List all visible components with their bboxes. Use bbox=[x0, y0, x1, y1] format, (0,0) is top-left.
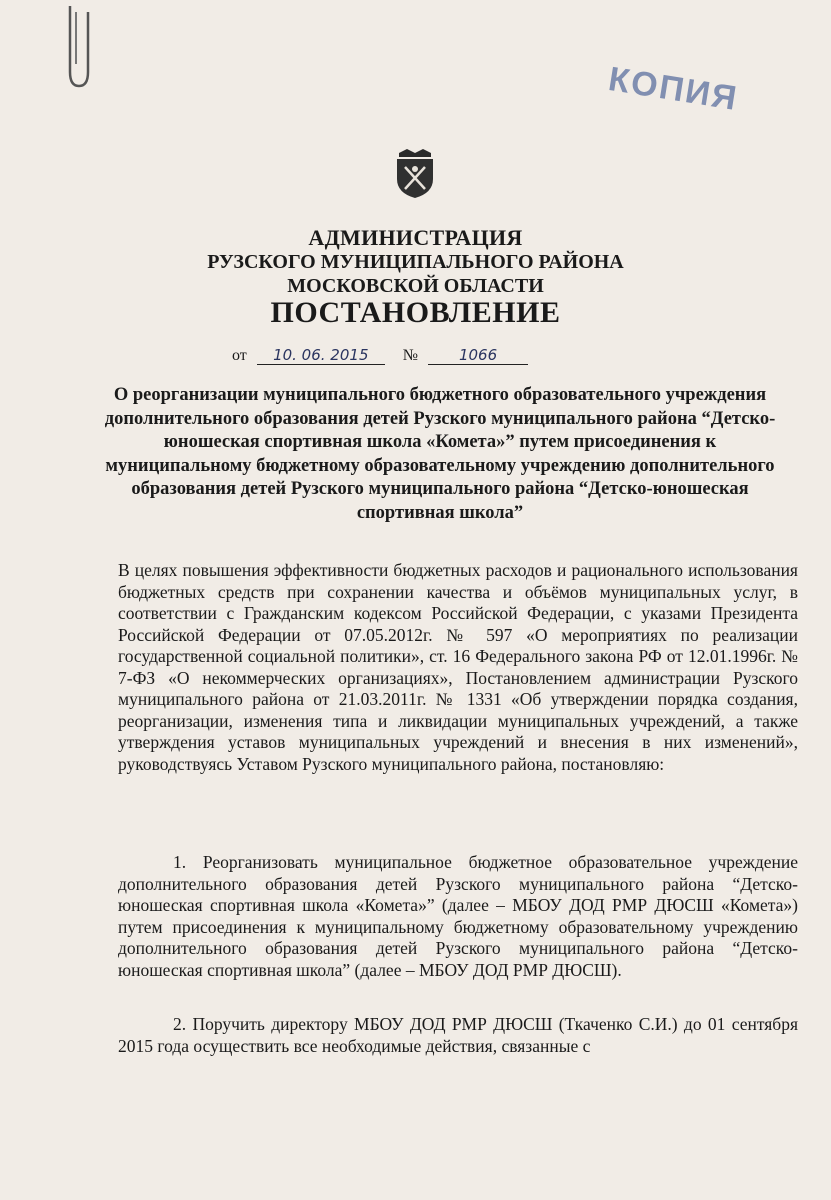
document-type: ПОСТАНОВЛЕНИЕ bbox=[270, 296, 561, 329]
clause-1-paragraph: 1. Реорганизовать муниципальное бюджетное образовательное учреждение дополнительного образования детей Рузского муниципального района “Детско-юношеская спортивная школа «Комета»” (далее – МБОУ ДОД РМР ДЮСШ «Комета») путем присоединения к муниципальному бюджетному образовательному учреждению дополнительного образования детей Рузского муниципального района “Детско-юношеская спортивная школа” (далее – МБОУ ДОД РМР ДЮСШ). bbox=[118, 852, 798, 980]
document-date: 10. 06. 2015 bbox=[257, 346, 385, 365]
paper-clip-icon bbox=[62, 2, 96, 90]
copy-stamp: КОПИЯ bbox=[605, 60, 741, 118]
document-number: 1066 bbox=[428, 346, 528, 365]
number-label: № bbox=[402, 347, 419, 364]
clause-2-paragraph: 2. Поручить директору МБОУ ДОД РМР ДЮСШ (Ткаченко С.И.) до 01 сентября 2015 года осуществить все необходимые действия, связанные с bbox=[118, 1014, 798, 1056]
date-number-line bbox=[232, 346, 528, 365]
header-district: РУЗСКОГО МУНИЦИПАЛЬНОГО РАЙОНА bbox=[207, 251, 624, 273]
header-region: МОСКОВСКОЙ ОБЛАСТИ bbox=[287, 275, 544, 297]
date-label: от bbox=[232, 347, 247, 364]
header-administration: АДМИНИСТРАЦИЯ bbox=[308, 225, 523, 250]
preamble-paragraph: В целях повышения эффективности бюджетных расходов и рационального использования бюджетных средств при сохранении качества и объёмов муниципальных услуг, в соответствии с Гражданским кодексом Российской Федерации, с указами Президента Российской Федерации от 07.05.2012г. № 597 «О мероприятиях по реализации государственной социальной политики», ст. 16 Федерального закона РФ от 12.01.1996г. № 7-ФЗ «О некоммерческих организациях», Постановлением администрации Рузского муниципального района от 21.03.2011г. № 1331 «Об утверждении порядка создания, реорганизации, изменения типа и ликвидации муниципальных учреждений, а также утверждения уставов муниципальных учреждений и внесения в них изменений», руководствуясь Уставом Рузского муниципального района, постановляю: bbox=[118, 560, 798, 774]
document-title: О реорганизации муниципального бюджетного образовательного учреждения дополнительного образования детей Рузского муниципального района “Детско-юношеская спортивная школа «Комета»” путем присоединения к муниципальному бюджетному образовательному учреждению дополнительного образования детей Рузского муниципального района “Детско-юношеская спортивная школа” bbox=[104, 385, 776, 523]
coat-of-arms-icon bbox=[393, 145, 437, 199]
